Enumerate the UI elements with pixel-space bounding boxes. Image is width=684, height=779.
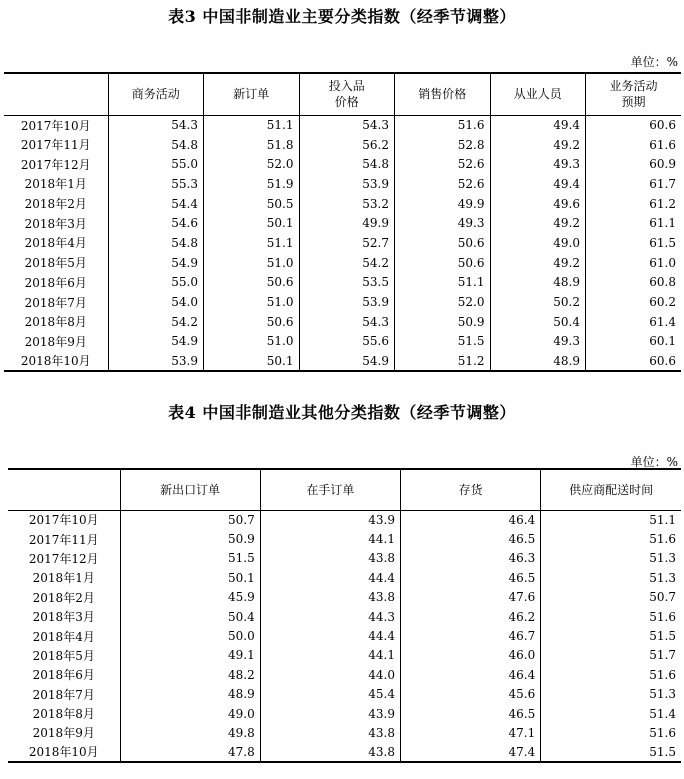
row-label: 2017年12月 [28,551,99,566]
table-cell: 61.0 [586,253,682,273]
table4-header-cell: 在手订单 [260,469,400,510]
table-row [8,529,681,548]
table-cell: 54.4 [108,194,204,214]
row-label: 2018年3月 [32,610,95,625]
row-label: 2017年12月 [20,157,91,172]
table3-header-cell: 从业人员 [490,73,586,115]
table-cell: 49.4 [490,115,586,135]
table-cell: 61.1 [586,213,682,233]
table-cell: 49.2 [490,253,586,273]
table-cell: 51.0 [204,332,300,352]
table-cell: 49.1 [120,646,260,665]
row-label: 2018年1月 [32,571,95,586]
table-row [4,312,681,332]
row-label: 2018年5月 [32,648,95,663]
table-cell: 46.4 [401,510,541,529]
table-cell: 46.5 [401,529,541,548]
row-label: 2018年2月 [24,197,87,212]
table-cell: 54.3 [108,115,204,135]
table-row [8,685,681,704]
table3-header-row [4,73,681,115]
table-cell: 50.6 [395,233,491,253]
table-cell: 43.8 [260,588,400,607]
row-label: 2018年5月 [24,256,87,271]
table-cell: 50.4 [120,607,260,626]
table-cell: 60.6 [586,351,682,371]
table-cell: 43.9 [260,704,400,723]
table-cell: 51.6 [395,115,491,135]
table-row [4,115,681,135]
table-cell: 43.8 [260,549,400,568]
row-label: 2018年4月 [24,236,87,251]
table-cell: 43.8 [260,723,400,742]
table-cell: 46.0 [401,646,541,665]
table-row [8,510,681,529]
table-cell: 44.1 [260,529,400,548]
table-cell: 50.4 [490,312,586,332]
table-cell: 53.9 [108,351,204,371]
table-cell: 50.0 [120,626,260,645]
row-label: 2018年8月 [24,315,87,330]
table-cell: 48.2 [120,665,260,684]
table-cell: 51.2 [395,351,491,371]
table-cell: 51.6 [541,665,681,684]
table-cell: 46.5 [401,568,541,587]
row-label: 2018年10月 [28,745,99,760]
row-label: 2017年10月 [28,513,99,528]
table4-header-cell: 供应商配送时间 [541,469,681,510]
table-cell: 47.8 [120,743,260,762]
table-cell: 51.3 [541,685,681,704]
table-cell: 51.9 [204,174,300,194]
table-cell: 52.6 [395,174,491,194]
table-cell: 49.3 [490,332,586,352]
row-label: 2018年7月 [32,687,95,702]
table-cell: 61.2 [586,194,682,214]
table-cell: 44.1 [260,646,400,665]
table-cell: 49.9 [299,213,395,233]
table-cell: 48.9 [120,685,260,704]
table-row [4,273,681,293]
table3-header-cell: 投入品 价格 [299,73,395,115]
table-cell: 52.0 [204,154,300,174]
table-cell: 54.9 [108,332,204,352]
row-label: 2018年3月 [24,216,87,231]
table-cell: 50.7 [120,510,260,529]
table-cell: 51.3 [541,549,681,568]
table-cell: 44.3 [260,607,400,626]
table-row [8,704,681,723]
table-cell: 49.0 [120,704,260,723]
table-cell: 55.0 [108,154,204,174]
row-label: 2018年6月 [24,275,87,290]
table-cell: 46.4 [401,665,541,684]
table-cell: 53.9 [299,174,395,194]
table-cell: 50.1 [204,213,300,233]
table3-header-corner [4,73,108,115]
table-cell: 51.5 [120,549,260,568]
table3-header-cell: 新订单 [204,73,300,115]
table-row [8,607,681,626]
table-cell: 50.2 [490,292,586,312]
table-row [8,549,681,568]
table-cell: 51.1 [204,233,300,253]
table-cell: 48.9 [490,351,586,371]
table-row [8,723,681,742]
table-cell: 61.6 [586,135,682,155]
table-cell: 49.8 [120,723,260,742]
table-cell: 51.8 [204,135,300,155]
table3 [4,72,681,372]
table-cell: 50.6 [395,253,491,273]
table3-header-cell: 商务活动 [108,73,204,115]
table-cell: 54.8 [108,233,204,253]
table-cell: 60.2 [586,292,682,312]
table-cell: 45.9 [120,588,260,607]
table-cell: 53.9 [299,292,395,312]
table-cell: 54.2 [108,312,204,332]
table4-header-cell: 存货 [401,469,541,510]
table-cell: 51.1 [395,273,491,293]
table-cell: 50.6 [204,312,300,332]
table-cell: 50.7 [541,588,681,607]
table-cell: 50.9 [120,529,260,548]
table-cell: 53.2 [299,194,395,214]
table-cell: 49.3 [490,154,586,174]
table-cell: 54.3 [299,312,395,332]
table-cell: 54.2 [299,253,395,273]
table-cell: 61.5 [586,233,682,253]
table3-title: 表3 中国非制造业主要分类指数（经季节调整） [168,7,516,26]
table-cell: 54.8 [299,154,395,174]
table-cell: 50.6 [204,273,300,293]
table-cell: 51.0 [204,292,300,312]
table-row [4,135,681,155]
table-row [8,568,681,587]
row-label: 2018年10月 [20,354,91,369]
row-label: 2017年10月 [20,118,91,133]
table-cell: 50.1 [204,351,300,371]
table-cell: 50.5 [204,194,300,214]
table-cell: 46.5 [401,704,541,723]
table-cell: 54.8 [108,135,204,155]
row-label: 2018年9月 [32,726,95,741]
table-row [8,646,681,665]
table-cell: 46.2 [401,607,541,626]
row-label: 2018年6月 [32,668,95,683]
table-cell: 55.0 [108,273,204,293]
table-cell: 60.1 [586,332,682,352]
table-cell: 50.1 [120,568,260,587]
table-cell: 49.3 [395,213,491,233]
row-label: 2018年9月 [24,334,87,349]
table-cell: 44.4 [260,568,400,587]
table3-header-cell: 业务活动 预期 [586,73,682,115]
table-cell: 45.4 [260,685,400,704]
table-cell: 60.8 [586,273,682,293]
table-cell: 49.6 [490,194,586,214]
table-cell: 52.6 [395,154,491,174]
table3-unit: 单位：% [630,55,678,69]
table-cell: 53.5 [299,273,395,293]
table-cell: 52.7 [299,233,395,253]
table-row [4,351,681,371]
table-cell: 54.6 [108,213,204,233]
table4-body [8,510,681,762]
table-cell: 52.0 [395,292,491,312]
table4-unit: 单位：% [630,455,678,469]
table-cell: 51.6 [541,723,681,742]
table-row [4,194,681,214]
table-cell: 49.0 [490,233,586,253]
table-cell: 55.3 [108,174,204,194]
table-cell: 60.9 [586,154,682,174]
table-row [4,174,681,194]
row-label: 2018年4月 [32,629,95,644]
row-label: 2018年7月 [24,295,87,310]
table-row [4,253,681,273]
table-cell: 46.7 [401,626,541,645]
table-cell: 54.9 [108,253,204,273]
table-cell: 49.4 [490,174,586,194]
table-cell: 51.7 [541,646,681,665]
table-row [8,626,681,645]
table-cell: 51.1 [541,510,681,529]
table-cell: 47.4 [401,743,541,762]
table3-header-cell: 销售价格 [395,73,491,115]
table-row [4,213,681,233]
table-cell: 51.5 [541,626,681,645]
table-cell: 49.2 [490,135,586,155]
table4-title: 表4 中国非制造业其他分类指数（经季节调整） [168,403,516,422]
table-cell: 51.6 [541,529,681,548]
table4 [8,468,681,763]
table-row [8,743,681,762]
table4-header-row [8,469,681,510]
table-row [4,154,681,174]
row-label: 2018年1月 [24,177,87,192]
table-cell: 43.9 [260,510,400,529]
table-cell: 54.0 [108,292,204,312]
table-row [8,665,681,684]
table-cell: 51.5 [395,332,491,352]
table-cell: 48.9 [490,273,586,293]
table-row [4,332,681,352]
table-cell: 47.6 [401,588,541,607]
table-cell: 49.9 [395,194,491,214]
table-cell: 61.7 [586,174,682,194]
table-cell: 52.8 [395,135,491,155]
row-label: 2017年11月 [28,532,99,547]
table4-header-cell: 新出口订单 [120,469,260,510]
table-cell: 51.6 [541,607,681,626]
table-cell: 56.2 [299,135,395,155]
table-cell: 60.6 [586,115,682,135]
table-cell: 51.3 [541,568,681,587]
row-label: 2017年11月 [20,138,91,153]
table-cell: 47.1 [401,723,541,742]
table-cell: 54.3 [299,115,395,135]
table-row [4,233,681,253]
table-cell: 51.0 [204,253,300,273]
table-cell: 51.4 [541,704,681,723]
row-label: 2018年2月 [32,590,95,605]
table-cell: 61.4 [586,312,682,332]
table-cell: 46.3 [401,549,541,568]
table-row [8,588,681,607]
table-cell: 44.4 [260,626,400,645]
table-cell: 51.1 [204,115,300,135]
table-cell: 44.0 [260,665,400,684]
table-cell: 50.9 [395,312,491,332]
table-cell: 45.6 [401,685,541,704]
table-cell: 54.9 [299,351,395,371]
table-cell: 43.8 [260,743,400,762]
table4-header-corner [8,469,120,510]
table-cell: 55.6 [299,332,395,352]
table3-body [4,115,681,371]
table-row [4,292,681,312]
table-cell: 51.5 [541,743,681,762]
row-label: 2018年8月 [32,707,95,722]
table-cell: 49.2 [490,213,586,233]
